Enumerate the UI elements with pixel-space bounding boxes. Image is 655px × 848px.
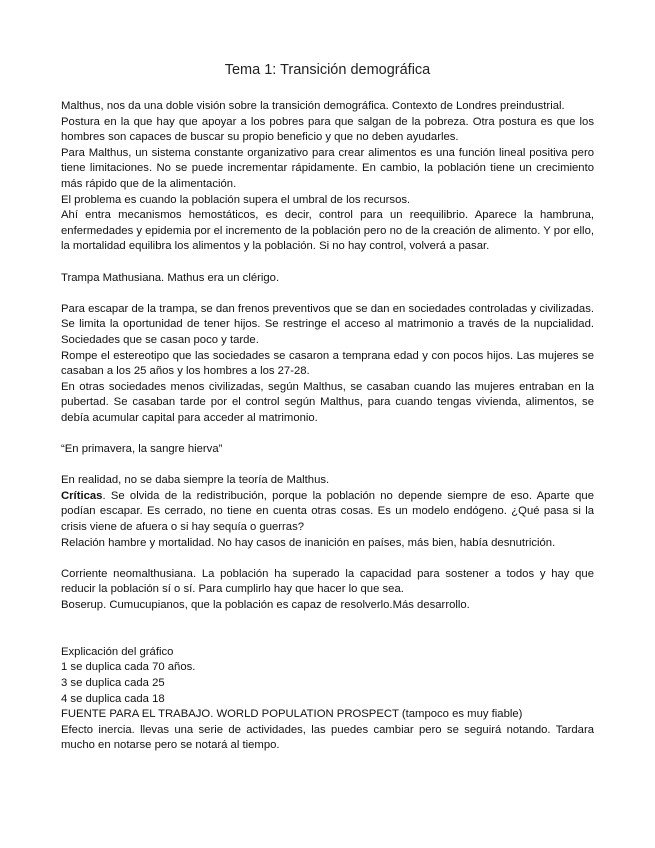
- spacer: [61, 286, 594, 302]
- paragraph-otras-sociedades: En otras sociedades menos civilizadas, según Malthus, se casaban cuando las mujeres entraban en la pubertad. Se casaban tarde por el control según Malthus, para cuando tengas vivienda, alimentos, se debía acumular capital para acceder al matrimonio.: [61, 380, 594, 424]
- paragraph-postura: Postura en la que hay que apoyar a los pobres para que salgan de la pobreza. Otra postura es que los hombres son capaces de buscar su propio beneficio y que no deben ayudarles.: [61, 115, 594, 144]
- paragraph-duplica-70: 1 se duplica cada 70 años.: [61, 661, 196, 674]
- criticas-term: Críticas: [61, 489, 103, 502]
- paragraph-estereotipo: Rompe el estereotipo que las sociedades se casaron a temprana edad y con pocos hijos. Las mujeres se casaban a los 25 años y los hombres a los 27-28.: [61, 349, 594, 378]
- spacer: [61, 426, 594, 442]
- paragraph-duplica-25: 3 se duplica cada 25: [61, 676, 165, 689]
- paragraph-umbral: El problema es cuando la población supera el umbral de los recursos.: [61, 193, 411, 206]
- spacer: [61, 551, 594, 567]
- paragraph-boserup: Boserup. Cumucupianos, que la población es capaz de resolverlo.Más desarrollo.: [61, 599, 470, 611]
- paragraph-sistema-alimentos: Para Malthus, un sistema constante organizativo para crear alimentos es una función lineal positiva pero tiene limitaciones. No se puede incrementar rápidamente. En cambio, la población tiene un crecimiento más rápido que de la alimentación.: [61, 146, 594, 190]
- paragraph-criticas: [61, 489, 594, 536]
- paragraph-malthus-intro: Malthus, nos da una doble visión sobre la transición demográfica. Contexto de Londres preindustrial.: [61, 100, 565, 112]
- paragraph-fuente: FUENTE PARA EL TRABAJO. WORLD POPULATION PROSPECT (tampoco es muy fiable): [61, 708, 523, 721]
- paragraph-trampa: Trampa Mathusiana. Mathus era un clérigo.: [61, 271, 280, 284]
- criticas-text: . Se olvida de la redistribución, porque la población no depende siempre de eso. Aparte que podían escapar. Es cerrado, no tiene en cuenta otras cosas. Es un modelo endógeno. ¿Qué pasa si la crisis viene de afuera o si hay sequía o guerras?: [61, 489, 594, 534]
- paragraph-duplica-18: 4 se duplica cada 18: [61, 692, 165, 705]
- document-title: Tema 1: Transición demográfica: [224, 62, 431, 78]
- paragraph-frenos: Para escapar de la trampa, se dan frenos preventivos que se dan en sociedades controladas y civilizadas. Se limita la oportunidad de tener hijos. Se restringe el acceso al matrimonio a través de la nupcialidad. Sociedades que se casan poco y tarde.: [61, 302, 594, 346]
- spacer: [61, 255, 594, 271]
- paragraph-neomalthusiana: Corriente neomalthusiana. La población ha superado la capacidad para sostener a todos y hay que reducir la población sí o sí. Para cumplirlo hay que hacer lo que sea.: [61, 567, 594, 596]
- paragraph-quote: “En primavera, la sangre hierva”: [61, 443, 223, 456]
- paragraph-mecanismos: Ahí entra mecanismos hemostáticos, es decir, control para un reequilibrio. Aparece la hambruna, enfermedades y epidemia por el incremento de la población pero no de la creación de alimento. Y por ello, la mortalidad equilibra los alimentos y la población. Si no hay control, volverá a pasar.: [61, 209, 594, 253]
- document-body: [61, 99, 594, 754]
- paragraph-grafico-heading: Explicación del gráfico: [61, 645, 174, 658]
- spacer: [61, 458, 594, 474]
- paragraph-efecto-inercia: Efecto inercia. llevas una serie de actividades, las puedes cambiar pero se seguirá notando. Tardara mucho en notarse pero se notará al tiempo.: [61, 723, 594, 752]
- paragraph-en-realidad: En realidad, no se daba siempre la teoría de Malthus.: [61, 474, 330, 487]
- paragraph-hambre: Relación hambre y mortalidad. No hay casos de inanición en países, más bien, había desnutrición.: [61, 536, 556, 549]
- spacer: [61, 614, 594, 645]
